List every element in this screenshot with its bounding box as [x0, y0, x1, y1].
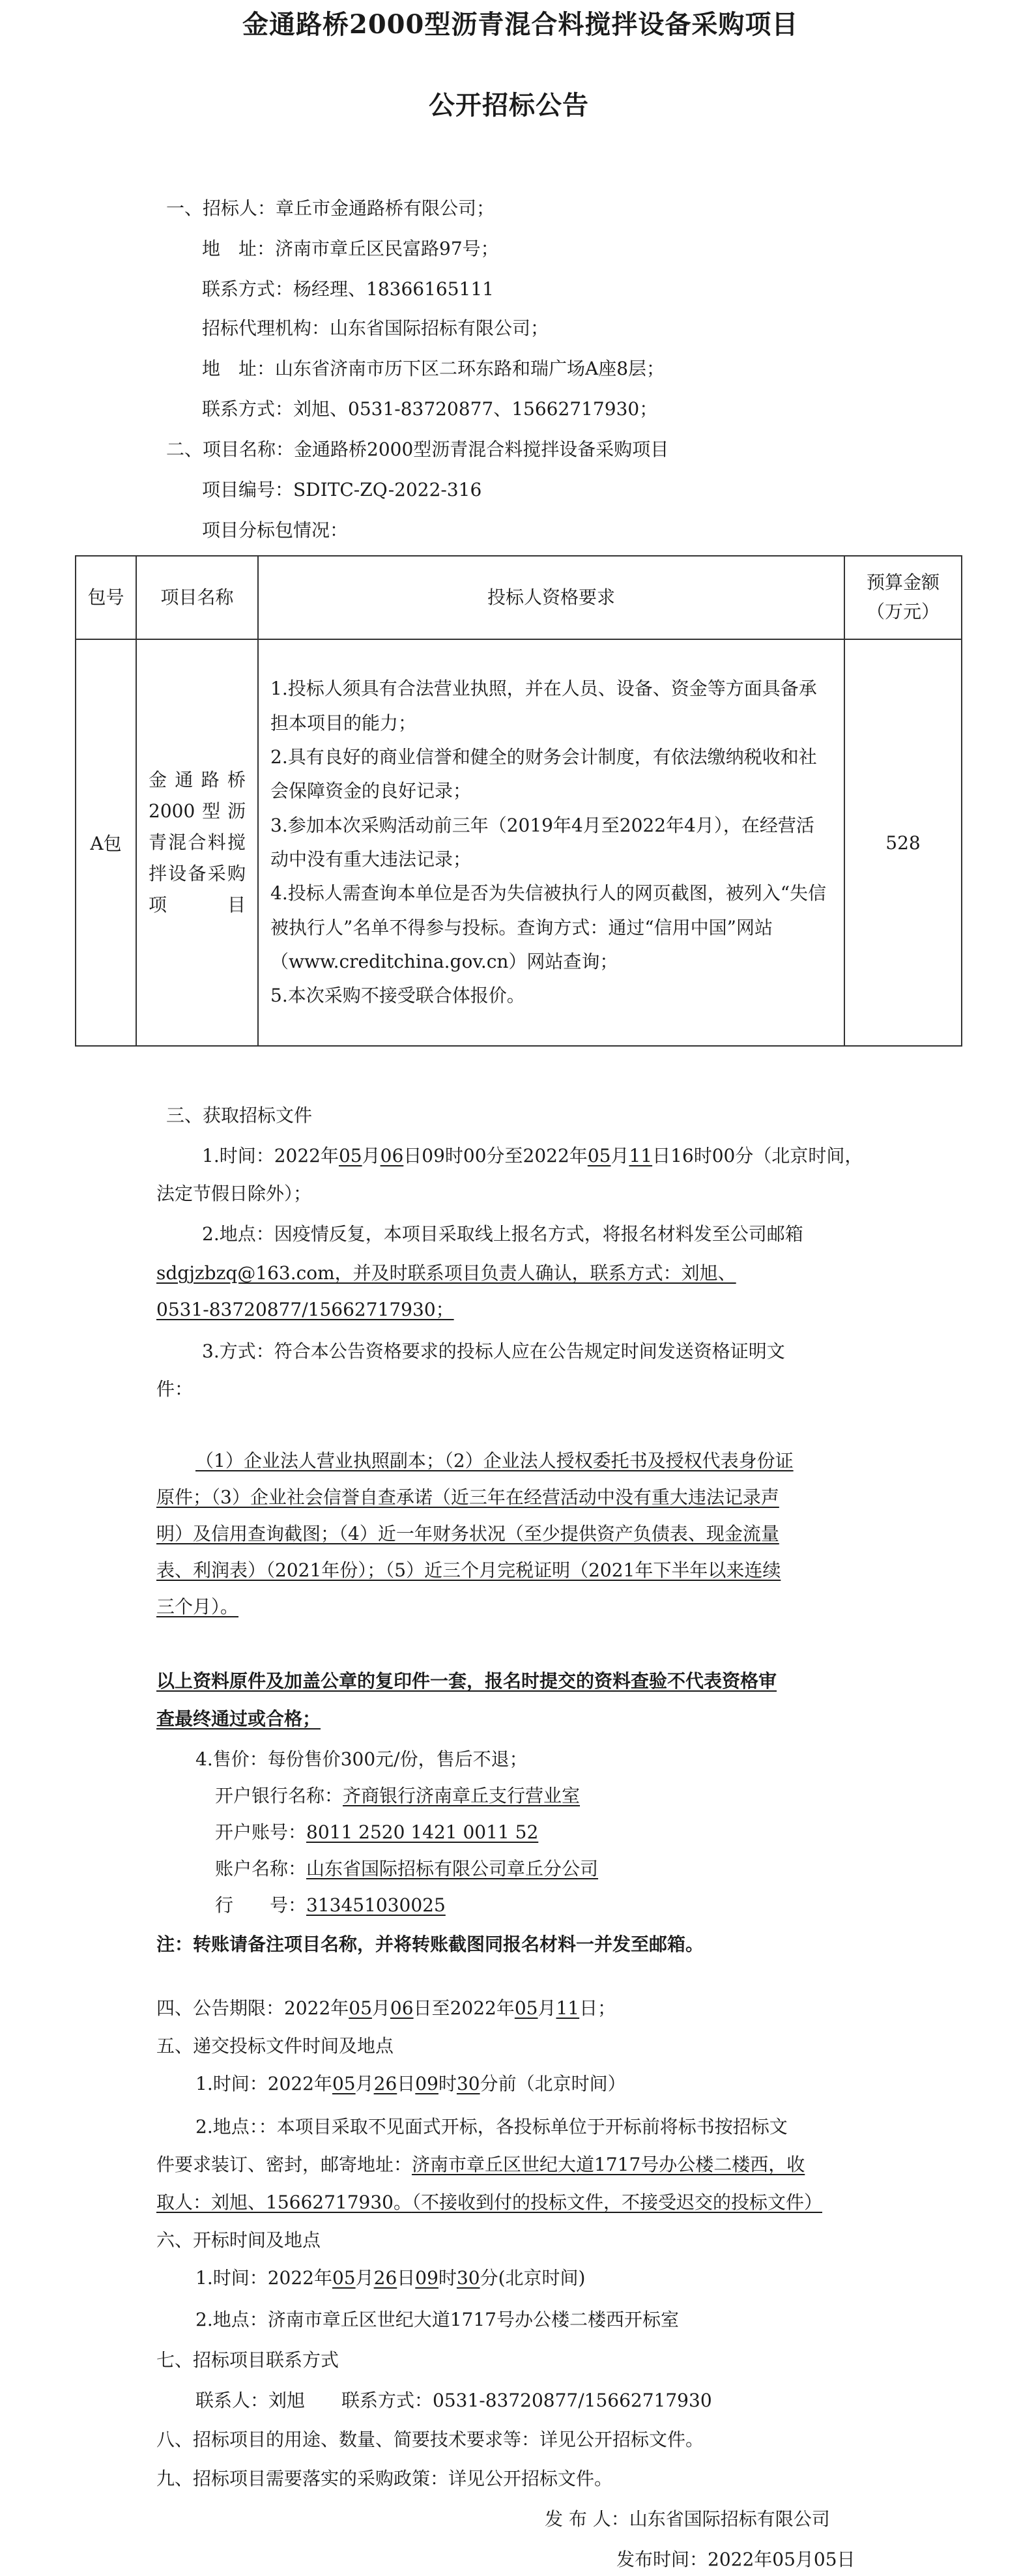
header-requirements: 投标人资格要求	[258, 556, 844, 639]
time-text: 月	[355, 2073, 374, 2094]
agent-line: 招标代理机构：山东省国际招标有限公司；	[202, 317, 549, 339]
materials-note-cont: 查最终通过或合格；	[156, 1708, 321, 1729]
announcement-period	[156, 1999, 616, 2018]
submission-place-text: 件要求装订、密封，邮寄地址：	[156, 2154, 412, 2175]
bank-name-line	[215, 1787, 580, 1805]
account-holder-label: 账户名称：	[215, 1858, 307, 1879]
document-title: 金通路桥2000型沥青混合料搅拌设备采购项目	[242, 9, 799, 40]
cell-requirements	[258, 639, 844, 1046]
submission-place: 2.地点：：本项目采取不见面式开标，各投标单位于开标前将标书按招标文	[195, 2116, 788, 2137]
materials-line: 三个月）。	[156, 1596, 239, 1617]
cell-budget: 528	[844, 639, 962, 1046]
account-number-value: 8011 2520 1421 0011 52	[306, 1821, 539, 1843]
materials-line: （1）企业法人营业执照副本；（2）企业法人授权委托书及授权代表身份证	[195, 1450, 794, 1471]
cell-package-no: A包	[76, 639, 136, 1046]
day-value: 26	[373, 2073, 397, 2094]
day-value: 26	[373, 2267, 397, 2289]
time-text: 日	[397, 2267, 416, 2289]
requirements-list	[259, 672, 844, 1013]
materials-line: 表、利润表）（2021年份）；（5）近三个月完税证明（2021年下半年以来连续	[156, 1559, 781, 1581]
month-value: 05	[587, 1145, 611, 1166]
month-value: 05	[332, 2073, 356, 2094]
transfer-note: 注：转账请备注项目名称，并将转账截图同报名材料一并发至邮箱。	[156, 1933, 704, 1955]
bank-name-label: 开户银行名称：	[215, 1785, 343, 1806]
header-budget-unit: （万元）	[866, 601, 940, 622]
section5-heading: 五、递交投标文件时间及地点	[156, 2035, 394, 2057]
header-budget	[844, 556, 962, 639]
period-text: 四、公告期限：2022年	[156, 1997, 349, 2019]
month-value: 05	[332, 2267, 356, 2289]
header-project-name: 项目名称	[136, 556, 258, 639]
publish-time-line: 发布时间：2022年05月05日	[616, 2549, 855, 2570]
period-text: 月	[371, 1997, 390, 2019]
section3-heading: 三、获取招标文件	[166, 1105, 313, 1126]
section6-heading: 六、开标时间及地点	[156, 2229, 321, 2251]
requirement-item: 2.具有良好的商业信誉和健全的财务会计制度，有依法缴纳税收和社会保障资金的良好记录；	[270, 745, 817, 802]
day-value: 06	[390, 1997, 414, 2019]
hour-value: 09	[415, 2073, 438, 2094]
time-text: 时	[438, 2073, 457, 2094]
publisher-line: 发 布 人：山东省国际招标有限公司	[545, 2508, 830, 2530]
requirement-item: 5.本次采购不接受联合体报价。	[270, 985, 525, 1007]
month-value: 05	[349, 1997, 372, 2019]
acquisition-method-cont: 件：	[156, 1378, 194, 1400]
acquisition-time-cont: 法定节假日除外）；	[156, 1183, 312, 1204]
minute-value: 30	[456, 2073, 480, 2094]
acquisition-time	[202, 1147, 863, 1165]
acquisition-method: 3.方式：符合本公告资格要求的投标人应在公告规定时间发送资格证明文	[202, 1340, 785, 1362]
account-holder-value: 山东省国际招标有限公司章丘分公司	[306, 1858, 599, 1879]
time-text: 日09时00分至2022年	[403, 1145, 588, 1166]
contact-line: 联系人：刘旭 联系方式：0531-83720877/15662717930	[195, 2390, 712, 2411]
agent-contact: 联系方式：刘旭、0531-83720877、15662717930；	[202, 398, 658, 420]
period-text: 日；	[579, 1997, 616, 2019]
bank-code-value: 313451030025	[306, 1894, 446, 1916]
minute-value: 30	[456, 2267, 480, 2289]
bank-name-value: 齐商银行济南章丘支行营业室	[343, 1785, 581, 1806]
tenderer-address: 地 址：济南市章丘区民富路97号；	[202, 238, 499, 259]
bank-code-line	[215, 1896, 446, 1915]
acquisition-email-line: sdgjzbzq@163.com，并及时联系项目负责人确认，联系方式：刘旭、	[156, 1262, 736, 1284]
tenderer-line: 一、招标人：章丘市金通路桥有限公司；	[166, 197, 495, 219]
period-text: 月	[538, 1997, 556, 2019]
requirement-item: 3.参加本次采购活动前三年（2019年4月至2022年4月），在经营活动中没有重大违法记录；	[270, 814, 814, 870]
account-number-label: 开户账号：	[215, 1821, 307, 1843]
materials-line: 原件；（3）企业社会信誉自查承诺（近三年在经营活动中没有重大违法记录声	[156, 1486, 779, 1508]
time-text: 月	[362, 1145, 381, 1166]
project-name-line: 二、项目名称：金通路桥2000型沥青混合料搅拌设备采购项目	[166, 439, 669, 460]
time-text: 1.时间：2022年	[195, 2073, 332, 2094]
day-value: 06	[380, 1145, 404, 1166]
agent-address: 地 址：山东省济南市历下区二环东路和瑞广场A座8层；	[202, 358, 665, 379]
tenderer-contact: 联系方式：杨经理、18366165111	[202, 278, 494, 300]
opening-time	[195, 2269, 585, 2287]
account-holder-line	[215, 1860, 598, 1878]
opening-place: 2.地点：济南市章丘区世纪大道1717号办公楼二楼西开标室	[195, 2309, 679, 2330]
time-text: 日16时00分（北京时间，	[652, 1145, 863, 1166]
account-number-line	[215, 1823, 538, 1842]
project-number-line: 项目编号：SDITC-ZQ-2022-316	[202, 479, 482, 500]
time-text: 分(北京时间)	[480, 2267, 586, 2289]
submission-recipient	[156, 2193, 822, 2212]
acquisition-place: 2.地点：因疫情反复，本项目采取线上报名方式，将报名材料发至公司邮箱	[202, 1223, 803, 1245]
cell-project-name: 金通路桥2000型沥青混合料搅拌设备采购项目	[136, 639, 258, 1046]
requirement-item: 1.投标人须具有合法营业执照，并在人员、设备、资金等方面具备承担本项目的能力；	[270, 678, 817, 734]
month-value: 05	[514, 1997, 538, 2019]
table-row	[76, 639, 962, 1046]
day-value: 11	[556, 1997, 580, 2019]
time-text: 月	[355, 2267, 374, 2289]
submission-time	[195, 2075, 626, 2093]
requirement-item: 4.投标人需查询本单位是否为失信被执行人的网页截图，被列入“失信被执行人”名单不得参与投标。查询方式：通过“信用中国”网站（www.creditchina.gov.cn）网站查询；	[270, 882, 827, 973]
section7-heading: 七、招标项目联系方式	[156, 2349, 339, 2371]
table-header-row	[76, 556, 962, 639]
time-text: 时	[438, 2267, 457, 2289]
header-package-no: 包号	[76, 556, 136, 639]
acquisition-phone-line: 0531-83720877/15662717930；	[156, 1299, 454, 1320]
header-budget-label: 预算金额	[866, 572, 940, 594]
recipient-text: 取人：刘旭、15662717930。	[156, 2192, 412, 2213]
submission-place-cont	[156, 2156, 805, 2174]
package-info-line: 项目分标包情况：	[202, 519, 349, 541]
period-text: 日至2022年	[413, 1997, 515, 2019]
section9-line: 九、招标项目需要落实的采购政策：详见公开招标文件。	[156, 2468, 613, 2489]
materials-line: 明）及信用查询截图；（4）近一年财务状况（至少提供资产负债表、现金流量	[156, 1523, 779, 1544]
package-table	[75, 555, 962, 1047]
document-subtitle: 公开招标公告	[429, 90, 589, 121]
mailing-address: 济南市章丘区世纪大道1717号办公楼二楼西，收	[412, 2154, 805, 2175]
time-text: 分前（北京时间）	[480, 2073, 626, 2094]
time-text: 1.时间：2022年	[202, 1145, 339, 1166]
document-price: 4.售价：每份售价300元/份，售后不退；	[195, 1748, 528, 1770]
bank-code-label: 行 号：	[215, 1894, 307, 1916]
time-text: 日	[397, 2073, 416, 2094]
month-value: 05	[338, 1145, 362, 1166]
time-text: 月	[610, 1145, 629, 1166]
section8-line: 八、招标项目的用途、数量、简要技术要求等：详见公开招标文件。	[156, 2429, 704, 2450]
time-text: 1.时间：2022年	[195, 2267, 332, 2289]
submission-notice: （不接收到付的投标文件，不接受迟交的投标文件）	[411, 2192, 822, 2213]
hour-value: 09	[415, 2267, 438, 2289]
materials-note: 以上资料原件及加盖公章的复印件一套，报名时提交的资料查验不代表资格审	[156, 1670, 777, 1692]
day-value: 11	[629, 1145, 653, 1166]
